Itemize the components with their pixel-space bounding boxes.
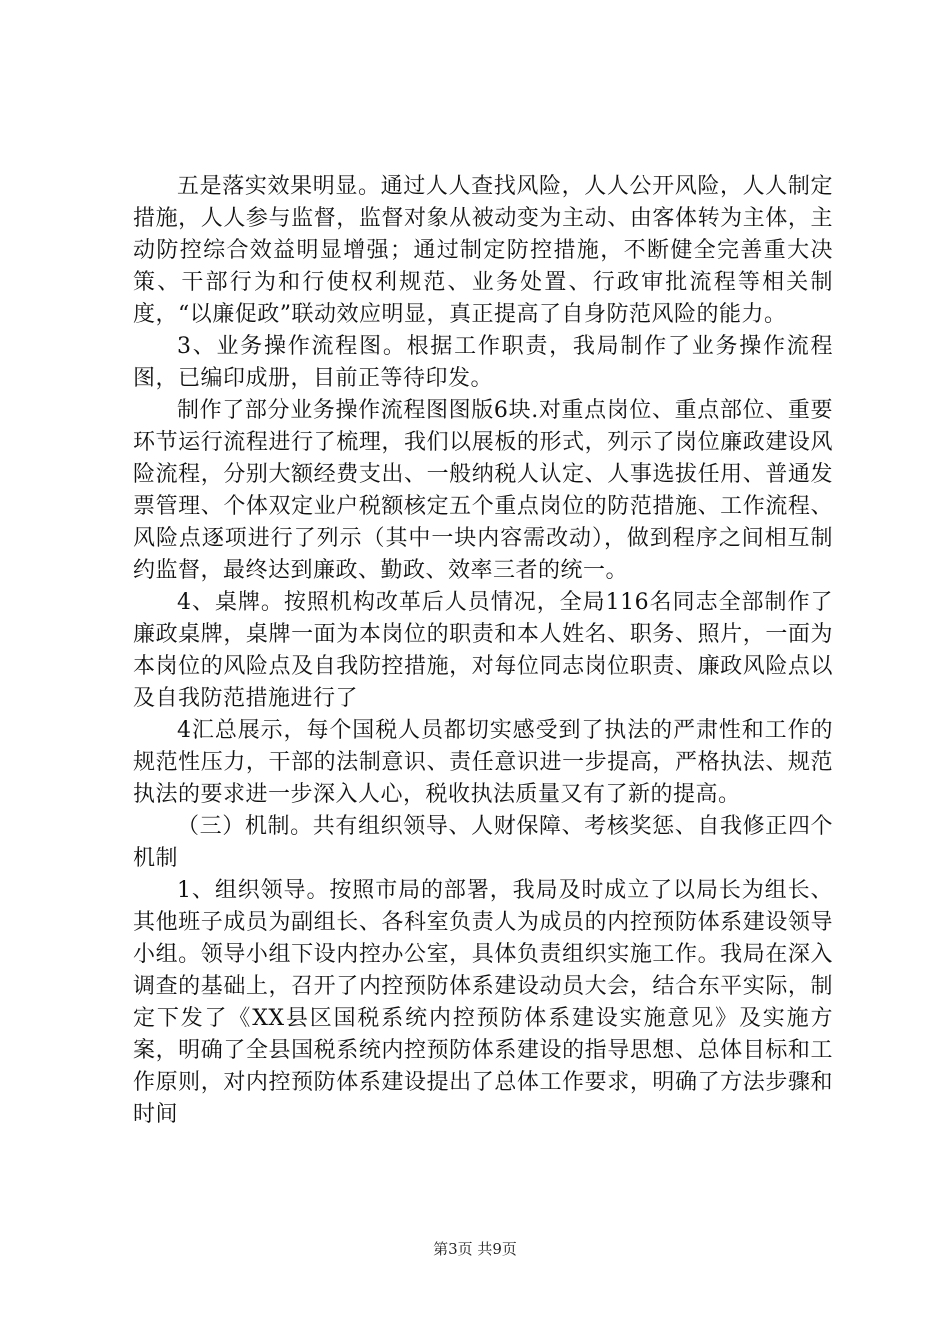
- paragraph-implementation-results: 五是落实效果明显。通过人人查找风险，人人公开风险，人人制定措施，人人参与监督，监督对象从被动变为主动、由客体转为主体，主动防控综合效益明显增强；通过制定防控措施，不断健全完善重大决策、干部行为和行使权利规范、业务处置、行政审批流程等相关制度，“以廉促政”联动效应明显，真正提高了自身防范风险的能力。: [133, 174, 833, 327]
- page-footer: 第3页 共9页: [433, 1240, 517, 1258]
- paragraph-flowchart-boards: 制作了部分业务操作流程图图版6块.对重点岗位、重点部位、重要环节运行流程进行了梳理，我们以展板的形式，列示了岗位廉政建设风险流程，分别大额经费支出、一般纳税人认定、人事选拔任用、普通发票管理、个体双定业户税额核定五个重点岗位的防范措施、工作流程、风险点逐项进行了列示（其中一块内容需改动），做到程序之间相互制约监督，最终达到廉政、勤政、效率三者的统一。: [133, 398, 833, 583]
- paragraph-mechanisms-heading: （三）机制。共有组织领导、人财保障、考核奖惩、自我修正四个机制: [133, 814, 833, 871]
- paragraph-summary-display: 4汇总展示，每个国税人员都切实感受到了执法的严肃性和工作的规范性压力，干部的法制意识、责任意识进一步提高，严格执法、规范执法的要求进一步深入人心，税收执法质量又有了新的提高。: [133, 718, 833, 807]
- paragraph-organizational-leadership: 1、组织领导。按照市局的部署，我局及时成立了以局长为组长、其他班子成员为副组长、各科室负责人为成员的内控预防体系建设领导小组。领导小组下设内控办公室，具体负责组织实施工作。我局在深入调查的基础上，召开了内控预防体系建设动员大会，结合东平实际，制定下发了《XX县区国税系统内控预防体系建设实施意见》及实施方案，明确了全县国税系统内控预防体系建设的指导思想、总体目标和工作原则，对内控预防体系建设提出了总体工作要求，明确了方法步骤和时间: [133, 878, 833, 1127]
- document-body: [133, 171, 833, 1131]
- paragraph-business-flowchart: 3、业务操作流程图。根据工作职责，我局制作了业务操作流程图，已编印成册，目前正等待印发。: [133, 334, 833, 391]
- paragraph-desk-plates: 4、桌牌。按照机构改革后人员情况，全局116名同志全部制作了廉政桌牌，桌牌一面为本岗位的职责和本人姓名、职务、照片，一面为本岗位的风险点及自我防控措施，对每位同志岗位职责、廉政风险点以及自我防范措施进行了: [133, 590, 833, 711]
